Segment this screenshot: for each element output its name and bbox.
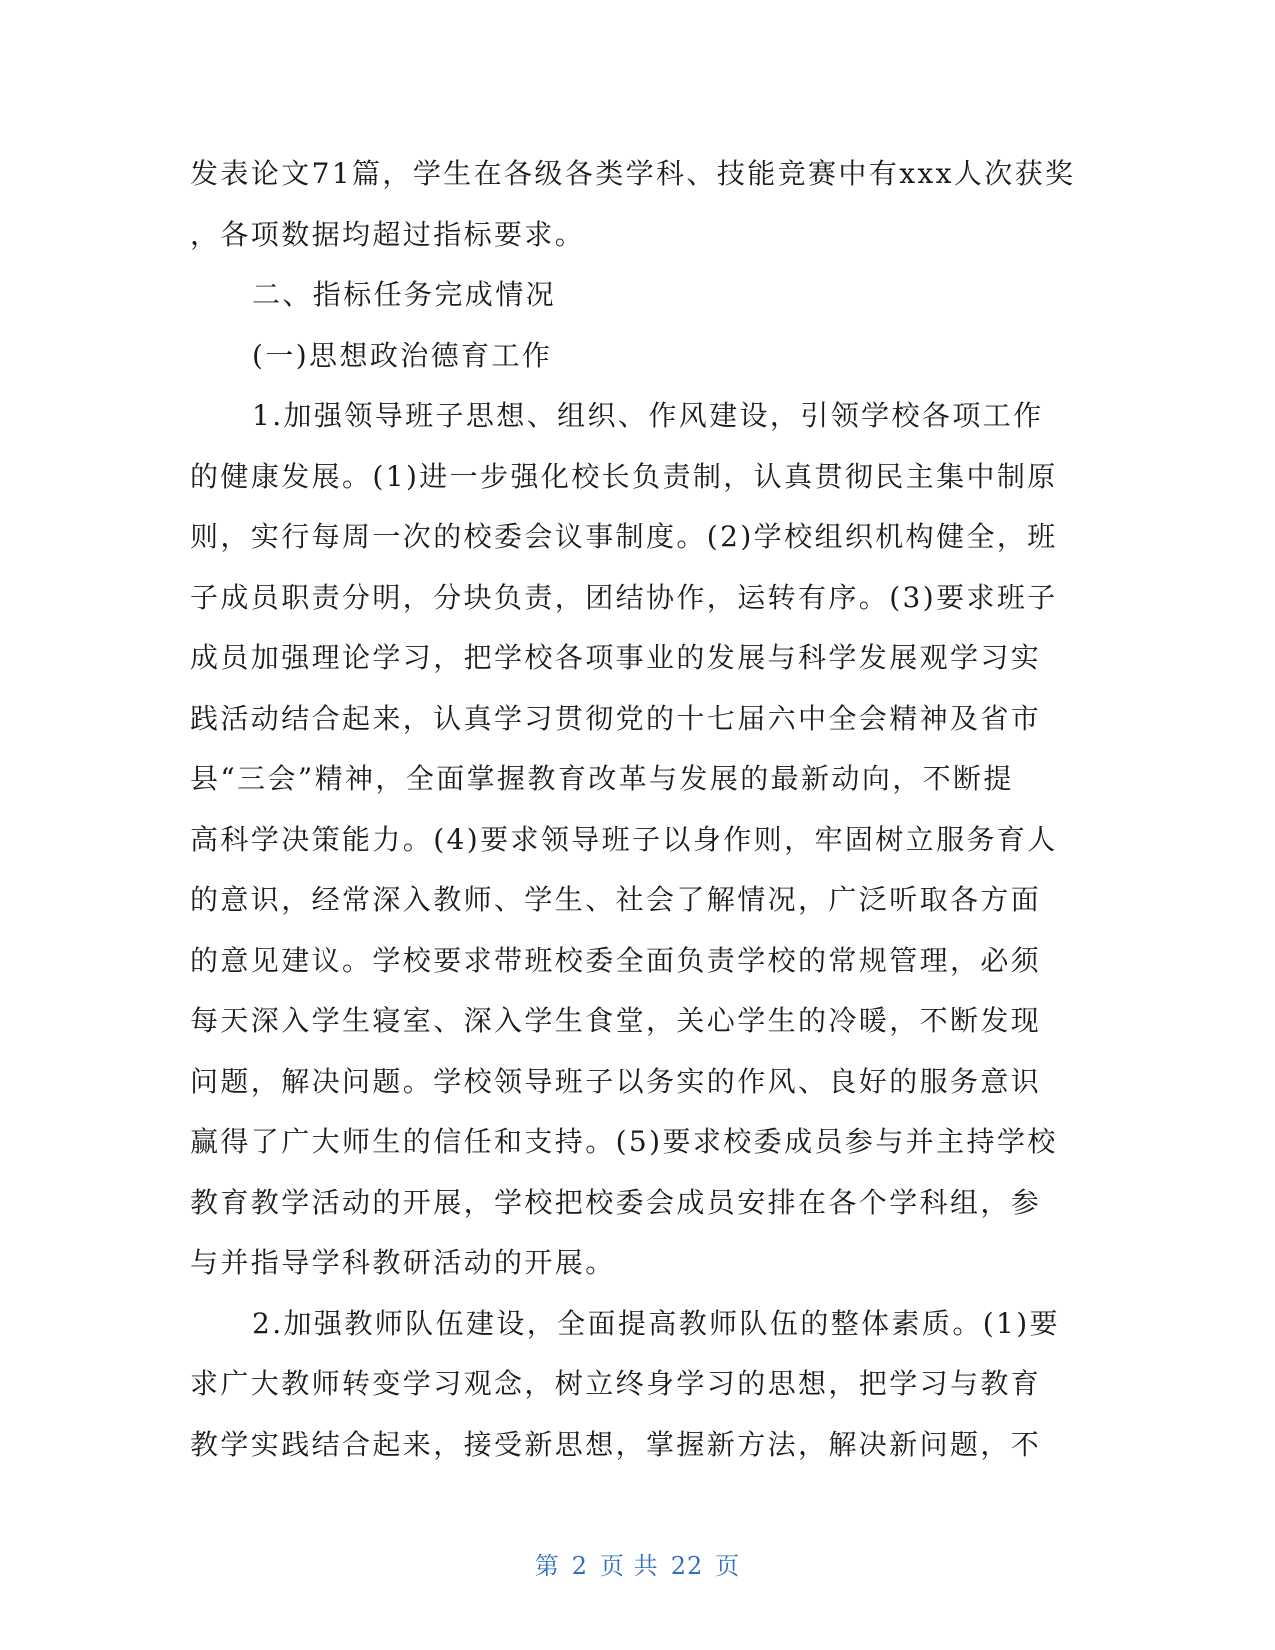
section-heading: 二、指标任务完成情况 xyxy=(252,278,557,311)
text-line: ，各项数据均超过指标要求。 xyxy=(190,217,586,251)
text-line: 教育教学活动的开展，学校把校委会成员安排在各个学科组，参 xyxy=(190,1185,1042,1219)
text-line: 的意识，经常深入教师、学生、社会了解情况，广泛听取各方面 xyxy=(190,883,1042,916)
text-line: 每天深入学生寝室、深入学生食堂，关心学生的冷暖，不断发现 xyxy=(190,1004,1042,1037)
text-line: 县“三会”精神，全面掌握教育改革与发展的最新动向，不断提 xyxy=(190,762,1014,795)
text-line: 求广大教师转变学习观念，树立终身学习的思想，把学习与教育 xyxy=(190,1367,1042,1400)
text-line: 成员加强理论学习，把学校各项事业的发展与科学发展观学习实 xyxy=(190,641,1042,674)
footer-suffix: 页 xyxy=(715,1552,741,1580)
page-footer xyxy=(0,1546,1275,1581)
document-body xyxy=(190,144,1080,1475)
footer-middle: 页 共 xyxy=(600,1552,659,1580)
text-line: 践活动结合起来，认真学习贯彻党的十七届六中全会精神及省市 xyxy=(190,701,1042,735)
text-line: 则，实行每周一次的校委会议事制度。(2)学校组织机构健全，班 xyxy=(190,520,1058,553)
text-line: 高科学决策能力。(4)要求领导班子以身作则，牢固树立服务育人 xyxy=(190,822,1058,856)
paragraph-start: 2.加强教师队伍建设，全面提高教师队伍的整体素质。(1)要 xyxy=(252,1306,1060,1340)
total-pages-number: 22 xyxy=(670,1552,704,1580)
text-line: 的意见建议。学校要求带班校委全面负责学校的常规管理，必须 xyxy=(190,943,1042,977)
text-line: 教学实践结合起来，接受新思想，掌握新方法，解决新问题，不 xyxy=(190,1427,1042,1461)
text-line: 的健康发展。(1)进一步强化校长负责制，认真贯彻民主集中制原 xyxy=(190,459,1058,493)
text-line: 问题，解决问题。学校领导班子以务实的作风、良好的服务意识 xyxy=(190,1064,1042,1098)
text-line: 子成员职责分明，分块负责，团结协作，运转有序。(3)要求班子 xyxy=(190,580,1058,614)
text-line: 与并指导学科教研活动的开展。 xyxy=(190,1246,616,1279)
text-line: 赢得了广大师生的信任和支持。(5)要求校委成员参与并主持学校 xyxy=(190,1125,1058,1158)
paragraph-start: 1.加强领导班子思想、组织、作风建设，引领学校各项工作 xyxy=(252,399,1044,432)
footer-prefix: 第 xyxy=(534,1552,560,1580)
text-line: 发表论文71篇，学生在各级各类学科、技能竞赛中有xxx人次获奖 xyxy=(190,157,1076,190)
subsection-heading: (一)思想政治德育工作 xyxy=(252,338,553,372)
current-page-number: 2 xyxy=(571,1552,589,1580)
